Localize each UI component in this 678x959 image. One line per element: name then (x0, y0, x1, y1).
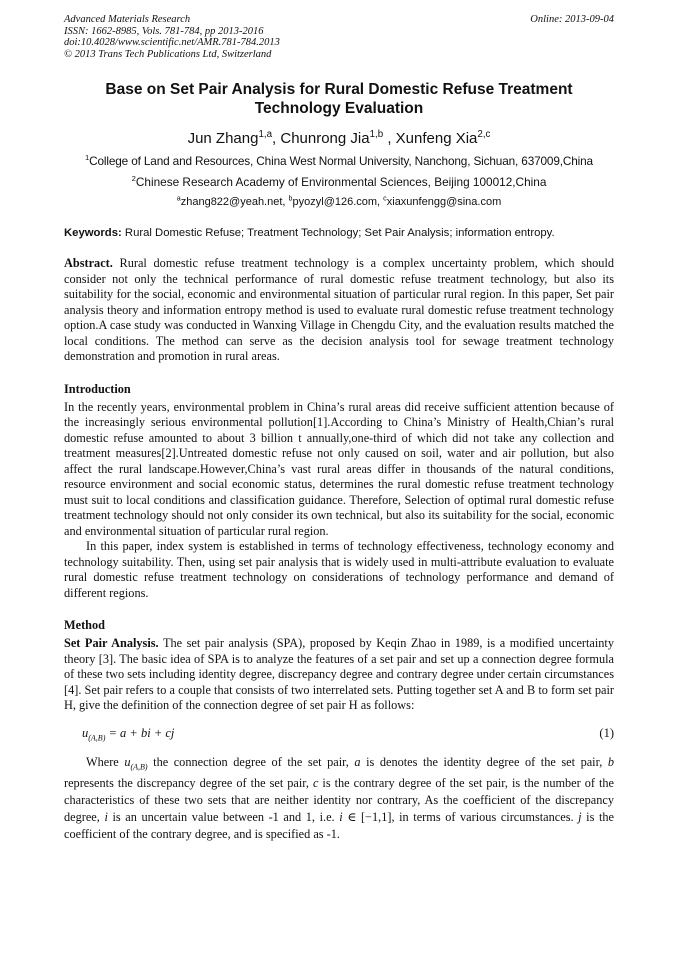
where-paragraph (64, 754, 614, 843)
email-list (64, 196, 614, 208)
affiliation-sup: 2 (131, 174, 136, 184)
where-text: the connection degree of the set pair, (147, 754, 355, 769)
where-text: ∈ [−1,1], in terms of various circumstances. (342, 809, 579, 824)
var-i: i (339, 809, 343, 824)
author-sup: 1,b (369, 129, 384, 140)
var-b: b (607, 754, 614, 769)
abstract-label: Abstract. (64, 256, 113, 270)
issn-line: ISSN: 1662-8985, Vols. 781-784, pp 2013-2016 (64, 25, 264, 37)
abstract-text: Rural domestic refuse treatment technology is a complex uncertainty problem, which should consider not only the technical performance of rural domestic refuse treatment technology, but also its suitability for the social, economic and environmental situation of particular rural region. In this paper, Set pair analysis theory and information entropy method is used to evaluate rural domestic refuse treatment technology option.A case study was conducted in Wanxing Village in Chengdu City, and the evaluation results matched the local conditions. The method can serve as the decision analysis tool for sewage treatment technology demonstration and promotion in rural areas. (64, 256, 615, 363)
var-a: a (354, 754, 361, 769)
email-sup: c (383, 194, 387, 203)
where-text: is the contrary degree of the set pair, is the number of the characteristics of these two sets that are neither identity nor contrary, As the coefficient of the discrepancy degree, (64, 775, 614, 824)
equation-number: (1) (599, 725, 614, 740)
journal-name: Advanced Materials Research (64, 14, 191, 25)
section-heading-method: Method (64, 618, 105, 632)
author-name: Jun Zhang (187, 130, 259, 147)
spa-text: The set pair analysis (SPA), proposed by Keqin Zhao in 1989, is a modified uncertainty theory [3]. The basic idea of SPA is to analyze the features of a set pair and set up a connection degree formula of these two sets including identity degree, discrepancy degree and contrary degree under certain circumstances [4]. Set pair refers to a couple that consists of two interrelated sets. Putting together set A and B to form set pair H, give the definition of the connection degree of set pair H as follows: (64, 636, 615, 712)
author-sep: , (272, 130, 281, 147)
keywords-label: Keywords: (64, 227, 122, 239)
abstract (64, 256, 614, 365)
intro-paragraph-1: In the recently years, environmental problem in China’s rural areas did receive sufficient attention because of the increasingly serious environmental pollution[1].According to China’s Ministry of Health,Chian’s rural domestic refuse amounted to about 3 billion t annually,one-third of which did not take any collection and treatment measures[2].Untreated domestic refuse not only caused on soil, water and air pollution, but also affect the rural landscape.However,China’s vast rural areas differ in thousands of the natural conditions, resource environment and social economic status, determines the rural domestic refuse treatment technology must suit to local conditions and classification guidance. Therefore, Selection of optimal rural domestic refuse treatment technology should not only consider its own technical, but also its suitability for the social, economic and environmental situation of particular rural region. (64, 399, 614, 538)
var-u-sub: (A,B) (130, 761, 148, 771)
where-text: is the coefficient of the contrary degree, and is specified as -1. (64, 809, 614, 841)
where-text: represents the discrepancy degree of the set pair, (64, 775, 313, 790)
where-text: Where (86, 754, 125, 769)
doi-line: doi:10.4028/www.scientific.net/AMR.781-784.2013 (64, 37, 280, 48)
affiliation-1 (54, 154, 624, 168)
title-line-2: Technology Evaluation (254, 100, 424, 117)
email-link[interactable]: pyozyl@126.com, (292, 196, 384, 208)
equation-1 (64, 724, 614, 746)
title-line-1: Base on Set Pair Analysis for Rural Domestic Refuse Treatment (105, 81, 573, 98)
where-text: is an uncertain value between -1 and 1, i.e. (107, 809, 340, 824)
affiliation-2 (64, 175, 614, 189)
affiliation-text: College of Land and Resources, China West Normal University, Nanchong, Sichuan, 637009,China (89, 154, 593, 168)
equation-body (82, 726, 174, 743)
paper-page (64, 14, 614, 843)
var-u: u (124, 754, 131, 769)
var-j: j (578, 809, 582, 824)
keywords (64, 227, 614, 239)
author-sup: 2,c (477, 129, 491, 140)
email-link[interactable]: xiaxunfengg@sina.com (386, 196, 502, 208)
journal-header (64, 14, 614, 60)
spa-paragraph (64, 636, 614, 714)
keywords-text: Rural Domestic Refuse; Treatment Technology; Set Pair Analysis; information entropy. (124, 227, 555, 239)
intro-paragraph-2: In this paper, index system is established in terms of technology effectiveness, technology economy and technology suitability. Then, using set pair analysis that is widely used in multi-attribute evaluation to evaluate rural domestic refuse treatment technology on considerations of technology performance and demand of different regions. (64, 539, 614, 600)
affiliation-text: Chinese Research Academy of Environmental Sciences, Beijing 100012,China (135, 175, 547, 189)
online-date: Online: 2013-09-04 (530, 14, 614, 25)
eq-rhs: = a + bi + cj (105, 725, 175, 740)
author-sep: , (383, 130, 396, 147)
copyright-line: © 2013 Trans Tech Publications Ltd, Switzerland (64, 48, 272, 60)
author-name: Chunrong Jia (280, 130, 370, 147)
var-i: i (104, 809, 108, 824)
author-sup: 1,a (258, 129, 273, 140)
affiliation-sup: 1 (85, 153, 90, 163)
paper-title (64, 80, 614, 118)
email-sup: b (288, 194, 293, 203)
eq-u: u (82, 725, 89, 740)
var-c: c (312, 775, 319, 790)
email-sup: a (176, 194, 181, 203)
spa-label: Set Pair Analysis. (64, 636, 159, 650)
where-text: is denotes the identity degree of the set pair, (360, 754, 608, 769)
eq-subscript: (A,B) (88, 733, 106, 742)
author-name: Xunfeng Xia (395, 130, 478, 147)
author-list (64, 130, 614, 147)
section-heading-introduction: Introduction (64, 381, 131, 396)
email-link[interactable]: zhang822@yeah.net, (180, 196, 289, 208)
